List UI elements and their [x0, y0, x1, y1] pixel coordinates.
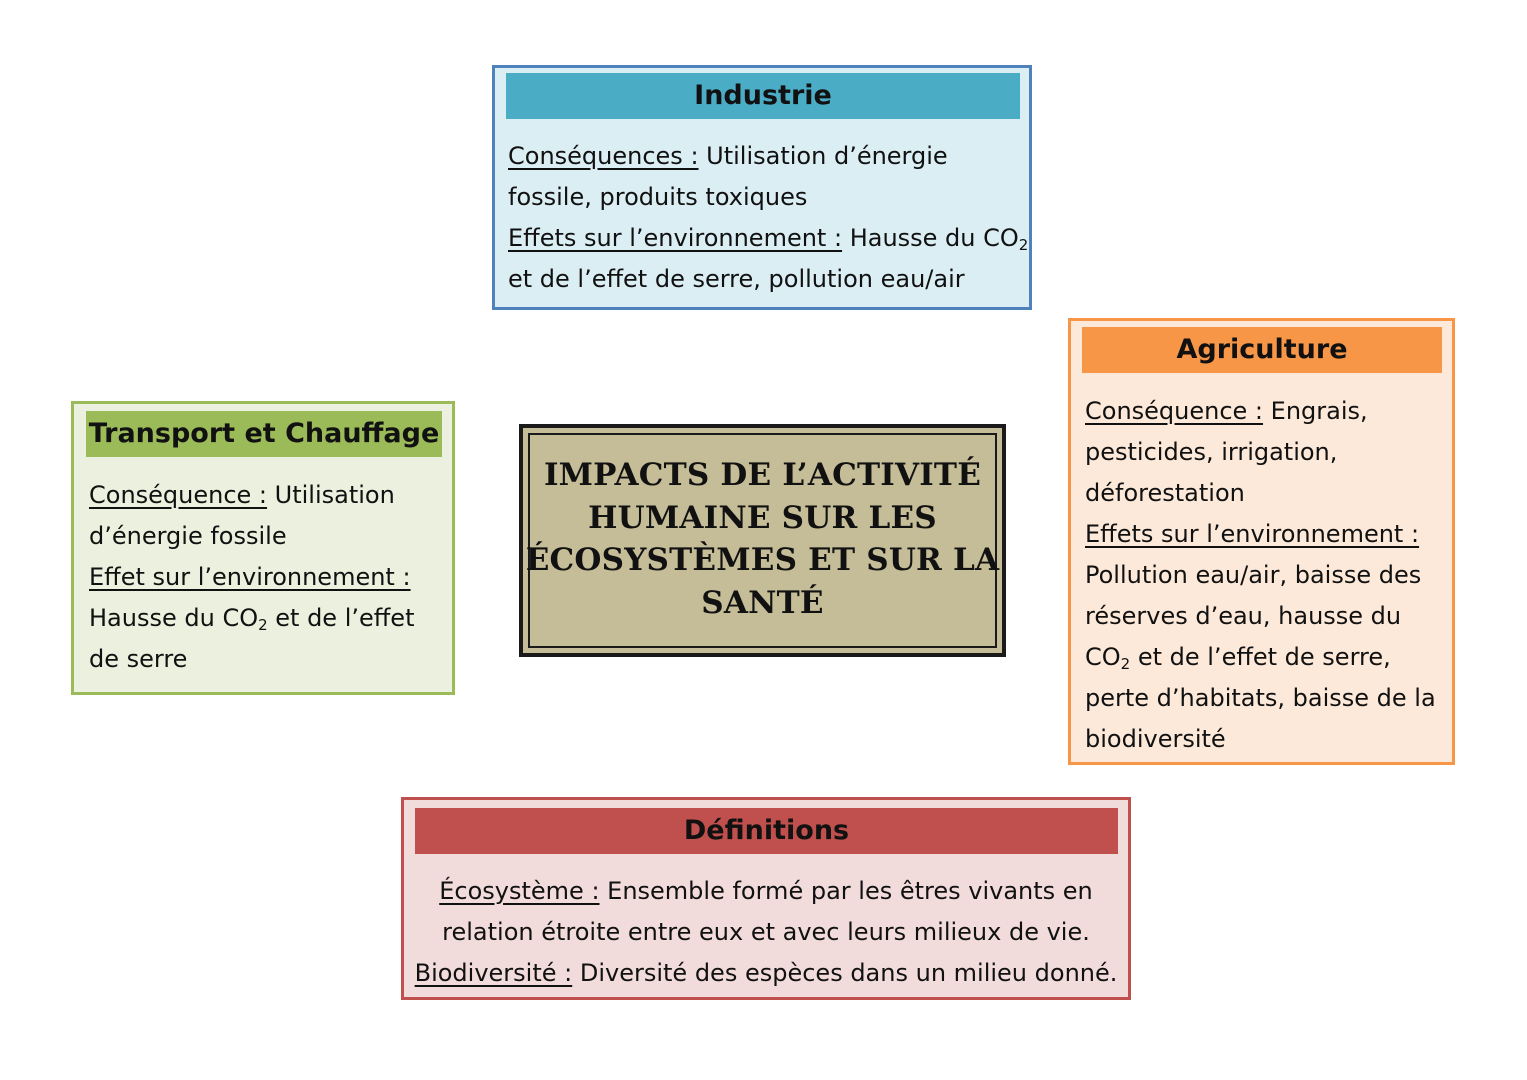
center-title-box: [519, 424, 1006, 657]
industrie-effets-text-2: et de l’effet de serre, pollution eau/air: [508, 265, 965, 293]
agriculture-effets-text-1: Pollution eau/air, baisse des: [1085, 561, 1422, 589]
agriculture-effets-text-3a: CO: [1085, 643, 1121, 671]
agriculture-effets-label: Effets sur l’environnement :: [1085, 520, 1420, 548]
center-title-line-4: SANTÉ: [701, 584, 824, 621]
industrie-effets-text-1: Hausse du CO: [842, 224, 1019, 252]
industrie-consequences-text-1: Utilisation d’énergie: [698, 142, 948, 170]
transport-effet-text-2: de serre: [89, 645, 188, 673]
transport-effet-text-1a: Hausse du CO: [89, 604, 259, 632]
transport-co2-sub: 2: [258, 616, 268, 634]
agriculture-consequence-text-2: pesticides, irrigation,: [1085, 438, 1338, 466]
definitions-biodiversite-text: Diversité des espèces dans un milieu donné.: [572, 959, 1118, 987]
definitions-ecosysteme-text-2: relation étroite entre eux et avec leurs milieux de vie.: [442, 918, 1090, 946]
industrie-box: [492, 65, 1032, 310]
center-title-line-3: ÉCOSYSTÈMES ET SUR LA: [525, 542, 1000, 578]
transport-title: Transport et Chauffage: [86, 411, 442, 457]
agriculture-co2-sub: 2: [1120, 655, 1131, 673]
transport-consequence-text-2: d’énergie fossile: [89, 522, 287, 550]
definitions-box: [401, 797, 1131, 1000]
transport-box: [71, 401, 455, 695]
industrie-co2-sub: 2: [1018, 236, 1029, 254]
agriculture-consequence-text-3: déforestation: [1085, 479, 1245, 507]
center-title-line-1: IMPACTS DE L’ACTIVITÉ: [543, 457, 982, 493]
agriculture-consequence-label: Conséquence :: [1085, 397, 1264, 425]
industrie-consequences-label: Conséquences :: [508, 142, 699, 170]
definitions-title: Définitions: [415, 808, 1118, 854]
definitions-biodiversite-label: Biodiversité :: [414, 959, 573, 987]
agriculture-box: [1068, 318, 1455, 765]
transport-effet-label: Effet sur l’environnement :: [89, 563, 411, 591]
transport-content: [89, 475, 414, 680]
agriculture-title: Agriculture: [1082, 327, 1442, 373]
industrie-content: [508, 136, 1028, 300]
center-title: [523, 454, 1002, 624]
transport-consequence-label: Conséquence :: [89, 481, 268, 509]
agriculture-effets-text-2: réserves d’eau, hausse du: [1085, 602, 1402, 630]
agriculture-effets-text-3b: et de l’effet de serre,: [1130, 643, 1391, 671]
industrie-title: Industrie: [506, 73, 1020, 119]
definitions-ecosysteme-label: Écosystème :: [439, 877, 600, 905]
agriculture-effets-text-5: biodiversité: [1085, 725, 1226, 753]
definitions-content: [404, 871, 1128, 994]
agriculture-content: [1085, 391, 1436, 760]
industrie-consequences-text-2: fossile, produits toxiques: [508, 183, 808, 211]
agriculture-consequence-text-1: Engrais,: [1263, 397, 1368, 425]
center-title-line-2: HUMAINE SUR LES: [588, 499, 937, 536]
agriculture-effets-text-4: perte d’habitats, baisse de la: [1085, 684, 1436, 712]
transport-consequence-text-1: Utilisation: [267, 481, 395, 509]
industrie-effets-label: Effets sur l’environnement :: [508, 224, 843, 252]
definitions-ecosysteme-text-1: Ensemble formé par les êtres vivants en: [599, 877, 1093, 905]
transport-effet-text-1b: et de l’effet: [267, 604, 415, 632]
